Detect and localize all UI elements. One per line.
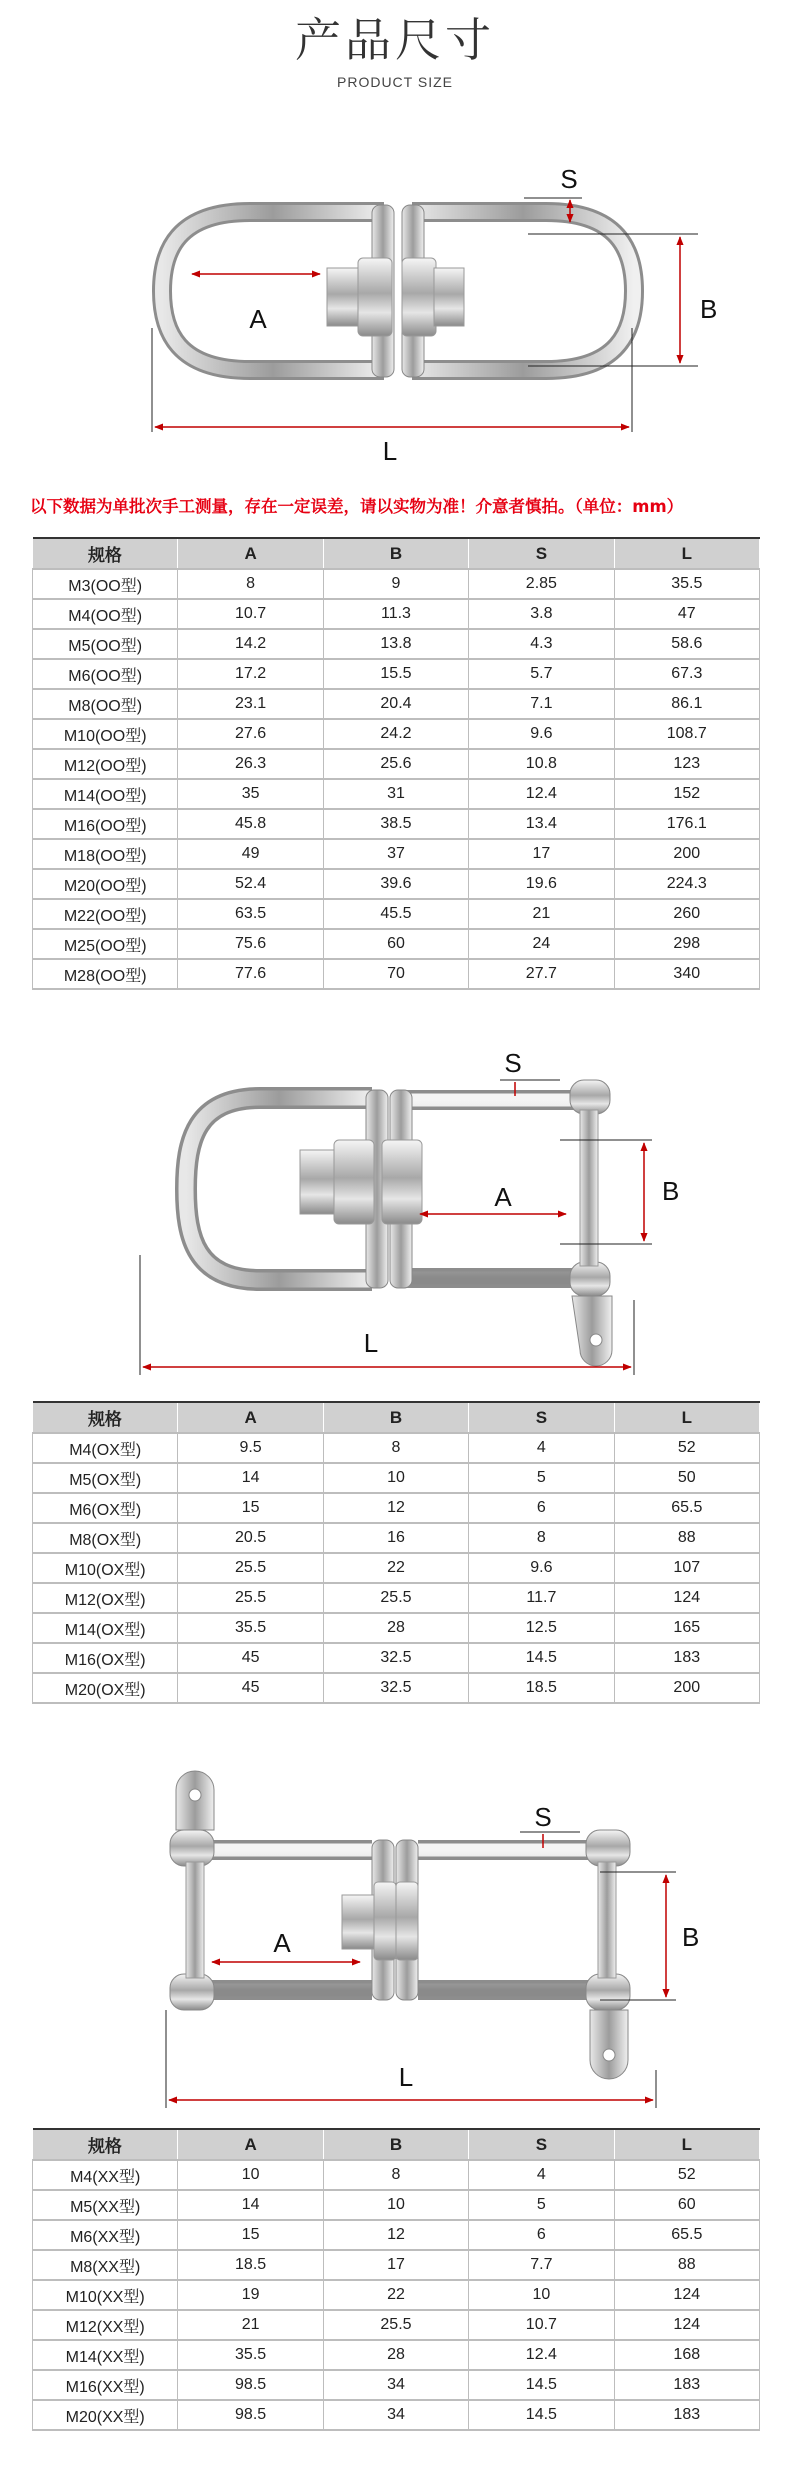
value-cell: 183 — [614, 2400, 759, 2430]
value-cell: 10.8 — [469, 749, 614, 779]
table-row — [33, 1433, 760, 1463]
spec-cell: M28(OO型) — [33, 959, 178, 989]
value-cell: 49 — [178, 839, 323, 869]
value-cell: 5 — [469, 1463, 614, 1493]
value-cell: 60 — [323, 929, 468, 959]
dim-label-s: S — [560, 164, 578, 194]
spec-cell: M16(OX型) — [33, 1643, 178, 1673]
spec-cell: M18(OO型) — [33, 839, 178, 869]
value-cell: 13.8 — [323, 629, 468, 659]
value-cell: 224.3 — [614, 869, 759, 899]
table-row — [33, 809, 760, 839]
value-cell: 37 — [323, 839, 468, 869]
table-row — [33, 2370, 760, 2400]
value-cell: 25.5 — [178, 1583, 323, 1613]
value-cell: 124 — [614, 2310, 759, 2340]
table-row — [33, 719, 760, 749]
table-row — [33, 2160, 760, 2190]
table-row — [33, 899, 760, 929]
value-cell: 9.6 — [469, 719, 614, 749]
spec-cell: M10(OX型) — [33, 1553, 178, 1583]
value-cell: 8 — [469, 1523, 614, 1553]
value-cell: 39.6 — [323, 869, 468, 899]
column-header: B — [323, 2129, 468, 2160]
value-cell: 28 — [323, 2340, 468, 2370]
column-header: S — [469, 2129, 614, 2160]
value-cell: 45.8 — [178, 809, 323, 839]
dim-label-a: A — [273, 1928, 291, 1958]
measurement-notice: 以下数据为单批次手工测量，存在一定误差，请以实物为准！介意者慎拍。（单位：mm） — [30, 497, 684, 516]
value-cell: 31 — [323, 779, 468, 809]
spec-cell: M16(XX型) — [33, 2370, 178, 2400]
value-cell: 24.2 — [323, 719, 468, 749]
table-row — [33, 2250, 760, 2280]
spec-cell: M5(XX型) — [33, 2190, 178, 2220]
table-row — [33, 2310, 760, 2340]
value-cell: 20.4 — [323, 689, 468, 719]
dim-label-b: B — [700, 294, 718, 324]
value-cell: 9.5 — [178, 1433, 323, 1463]
value-cell: 17 — [469, 839, 614, 869]
spec-cell: M10(OO型) — [33, 719, 178, 749]
value-cell: 5 — [469, 2190, 614, 2220]
value-cell: 12 — [323, 2220, 468, 2250]
table-row — [33, 2340, 760, 2370]
value-cell: 45 — [178, 1673, 323, 1703]
table-row — [33, 689, 760, 719]
value-cell: 35 — [178, 779, 323, 809]
value-cell: 52 — [614, 1433, 759, 1463]
value-cell: 45.5 — [323, 899, 468, 929]
value-cell: 27.7 — [469, 959, 614, 989]
value-cell: 200 — [614, 1673, 759, 1703]
table-row — [33, 569, 760, 599]
spec-cell: M20(OO型) — [33, 869, 178, 899]
column-header: B — [323, 1402, 468, 1433]
value-cell: 200 — [614, 839, 759, 869]
table-row — [33, 1553, 760, 1583]
value-cell: 10 — [178, 2160, 323, 2190]
value-cell: 9.6 — [469, 1553, 614, 1583]
dim-label-l: L — [398, 2062, 414, 2092]
oo-swivel-diagram — [0, 100, 790, 480]
value-cell: 23.1 — [178, 689, 323, 719]
value-cell: 5.7 — [469, 659, 614, 689]
spec-cell: M8(OX型) — [33, 1523, 178, 1553]
value-cell: 77.6 — [178, 959, 323, 989]
value-cell: 14.5 — [469, 1643, 614, 1673]
value-cell: 52.4 — [178, 869, 323, 899]
value-cell: 50 — [614, 1463, 759, 1493]
value-cell: 10 — [323, 1463, 468, 1493]
value-cell: 12 — [323, 1493, 468, 1523]
value-cell: 12.4 — [469, 2340, 614, 2370]
value-cell: 15.5 — [323, 659, 468, 689]
value-cell: 17.2 — [178, 659, 323, 689]
value-cell: 47 — [614, 599, 759, 629]
spec-cell: M12(XX型) — [33, 2310, 178, 2340]
dim-label-l: L — [363, 1328, 379, 1358]
page-title: 产品尺寸 — [295, 13, 495, 67]
dim-label-a: A — [494, 1182, 512, 1212]
spec-cell: M14(XX型) — [33, 2340, 178, 2370]
value-cell: 25.5 — [323, 1583, 468, 1613]
xx-swivel-diagram — [0, 1740, 790, 2120]
column-header: 规格 — [33, 538, 178, 569]
value-cell: 6 — [469, 2220, 614, 2250]
table-row — [33, 599, 760, 629]
value-cell: 4.3 — [469, 629, 614, 659]
value-cell: 24 — [469, 929, 614, 959]
spec-cell: M6(XX型) — [33, 2220, 178, 2250]
ox-size-table — [32, 1401, 760, 1704]
swivel-ring-shackle — [186, 1080, 612, 1366]
value-cell: 26.3 — [178, 749, 323, 779]
dim-label-a: A — [249, 304, 267, 334]
value-cell: 11.7 — [469, 1583, 614, 1613]
dim-label-s: S — [504, 1048, 522, 1078]
value-cell: 35.5 — [614, 569, 759, 599]
column-header: L — [614, 2129, 759, 2160]
value-cell: 2.85 — [469, 569, 614, 599]
value-cell: 12.4 — [469, 779, 614, 809]
table-row — [33, 869, 760, 899]
value-cell: 52 — [614, 2160, 759, 2190]
value-cell: 88 — [614, 2250, 759, 2280]
value-cell: 27.6 — [178, 719, 323, 749]
value-cell: 108.7 — [614, 719, 759, 749]
value-cell: 15 — [178, 2220, 323, 2250]
dim-label-b: B — [682, 1922, 700, 1952]
table-row — [33, 2400, 760, 2430]
value-cell: 12.5 — [469, 1613, 614, 1643]
value-cell: 152 — [614, 779, 759, 809]
value-cell: 4 — [469, 2160, 614, 2190]
value-cell: 70 — [323, 959, 468, 989]
value-cell: 65.5 — [614, 1493, 759, 1523]
value-cell: 45 — [178, 1643, 323, 1673]
spec-cell: M20(XX型) — [33, 2400, 178, 2430]
dim-label-l: L — [382, 436, 398, 466]
table-row — [33, 659, 760, 689]
value-cell: 86.1 — [614, 689, 759, 719]
xx-size-table — [32, 2128, 760, 2431]
column-header: B — [323, 538, 468, 569]
value-cell: 15 — [178, 1493, 323, 1523]
table-row — [33, 1463, 760, 1493]
table-header-row — [33, 2129, 760, 2160]
spec-cell: M16(OO型) — [33, 809, 178, 839]
value-cell: 124 — [614, 1583, 759, 1613]
value-cell: 7.7 — [469, 2250, 614, 2280]
value-cell: 98.5 — [178, 2370, 323, 2400]
value-cell: 14 — [178, 2190, 323, 2220]
value-cell: 11.3 — [323, 599, 468, 629]
value-cell: 124 — [614, 2280, 759, 2310]
value-cell: 10.7 — [469, 2310, 614, 2340]
column-header: 规格 — [33, 2129, 178, 2160]
value-cell: 25.6 — [323, 749, 468, 779]
table-row — [33, 1673, 760, 1703]
value-cell: 7.1 — [469, 689, 614, 719]
value-cell: 123 — [614, 749, 759, 779]
value-cell: 168 — [614, 2340, 759, 2370]
value-cell: 9 — [323, 569, 468, 599]
value-cell: 4 — [469, 1433, 614, 1463]
value-cell: 8 — [178, 569, 323, 599]
column-header: 规格 — [33, 1402, 178, 1433]
table-row — [33, 2220, 760, 2250]
value-cell: 183 — [614, 2370, 759, 2400]
spec-cell: M6(OX型) — [33, 1493, 178, 1523]
value-cell: 19 — [178, 2280, 323, 2310]
table-row — [33, 749, 760, 779]
value-cell: 8 — [323, 2160, 468, 2190]
spec-cell: M14(OO型) — [33, 779, 178, 809]
table-row — [33, 2280, 760, 2310]
spec-cell: M6(OO型) — [33, 659, 178, 689]
table-row — [33, 1523, 760, 1553]
value-cell: 8 — [323, 1433, 468, 1463]
value-cell: 10 — [323, 2190, 468, 2220]
spec-cell: M3(OO型) — [33, 569, 178, 599]
value-cell: 14.5 — [469, 2370, 614, 2400]
spec-cell: M20(OX型) — [33, 1673, 178, 1703]
column-header: S — [469, 1402, 614, 1433]
spec-cell: M5(OO型) — [33, 629, 178, 659]
value-cell: 13.4 — [469, 809, 614, 839]
value-cell: 21 — [178, 2310, 323, 2340]
value-cell: 6 — [469, 1493, 614, 1523]
spec-cell: M8(XX型) — [33, 2250, 178, 2280]
swivel-rings — [162, 205, 634, 377]
value-cell: 22 — [323, 1553, 468, 1583]
value-cell: 340 — [614, 959, 759, 989]
value-cell: 20.5 — [178, 1523, 323, 1553]
column-header: A — [178, 2129, 323, 2160]
spec-cell: M12(OO型) — [33, 749, 178, 779]
spec-cell: M8(OO型) — [33, 689, 178, 719]
column-header: L — [614, 538, 759, 569]
table-row — [33, 779, 760, 809]
spec-cell: M25(OO型) — [33, 929, 178, 959]
value-cell: 35.5 — [178, 2340, 323, 2370]
table-row — [33, 929, 760, 959]
value-cell: 10.7 — [178, 599, 323, 629]
table-row — [33, 1643, 760, 1673]
value-cell: 21 — [469, 899, 614, 929]
value-cell: 35.5 — [178, 1613, 323, 1643]
spec-cell: M14(OX型) — [33, 1613, 178, 1643]
table-row — [33, 839, 760, 869]
value-cell: 65.5 — [614, 2220, 759, 2250]
value-cell: 165 — [614, 1613, 759, 1643]
value-cell: 75.6 — [178, 929, 323, 959]
value-cell: 17 — [323, 2250, 468, 2280]
column-header: A — [178, 1402, 323, 1433]
ox-swivel-diagram — [0, 1010, 790, 1390]
value-cell: 14.5 — [469, 2400, 614, 2430]
value-cell: 60 — [614, 2190, 759, 2220]
value-cell: 22 — [323, 2280, 468, 2310]
table-row — [33, 629, 760, 659]
table-row — [33, 959, 760, 989]
spec-cell: M4(XX型) — [33, 2160, 178, 2190]
value-cell: 14 — [178, 1463, 323, 1493]
table-header-row — [33, 1402, 760, 1433]
swivel-shackles — [170, 1771, 630, 2079]
value-cell: 183 — [614, 1643, 759, 1673]
value-cell: 25.5 — [178, 1553, 323, 1583]
value-cell: 14.2 — [178, 629, 323, 659]
value-cell: 260 — [614, 899, 759, 929]
value-cell: 18.5 — [178, 2250, 323, 2280]
column-header: S — [469, 538, 614, 569]
column-header: A — [178, 538, 323, 569]
value-cell: 88 — [614, 1523, 759, 1553]
spec-cell: M4(OO型) — [33, 599, 178, 629]
value-cell: 63.5 — [178, 899, 323, 929]
column-header: L — [614, 1402, 759, 1433]
page-subtitle: PRODUCT SIZE — [337, 74, 453, 90]
spec-cell: M10(XX型) — [33, 2280, 178, 2310]
spec-cell: M4(OX型) — [33, 1433, 178, 1463]
value-cell: 10 — [469, 2280, 614, 2310]
value-cell: 298 — [614, 929, 759, 959]
value-cell: 34 — [323, 2400, 468, 2430]
value-cell: 176.1 — [614, 809, 759, 839]
value-cell: 28 — [323, 1613, 468, 1643]
value-cell: 67.3 — [614, 659, 759, 689]
value-cell: 25.5 — [323, 2310, 468, 2340]
table-header-row — [33, 538, 760, 569]
dim-label-b: B — [662, 1176, 680, 1206]
value-cell: 32.5 — [323, 1643, 468, 1673]
table-row — [33, 1493, 760, 1523]
value-cell: 3.8 — [469, 599, 614, 629]
spec-cell: M12(OX型) — [33, 1583, 178, 1613]
value-cell: 16 — [323, 1523, 468, 1553]
value-cell: 58.6 — [614, 629, 759, 659]
value-cell: 38.5 — [323, 809, 468, 839]
value-cell: 107 — [614, 1553, 759, 1583]
value-cell: 98.5 — [178, 2400, 323, 2430]
spec-cell: M22(OO型) — [33, 899, 178, 929]
value-cell: 19.6 — [469, 869, 614, 899]
table-row — [33, 1613, 760, 1643]
spec-cell: M5(OX型) — [33, 1463, 178, 1493]
value-cell: 18.5 — [469, 1673, 614, 1703]
oo-size-table — [32, 537, 760, 990]
value-cell: 32.5 — [323, 1673, 468, 1703]
dim-label-s: S — [534, 1802, 552, 1832]
table-row — [33, 2190, 760, 2220]
table-row — [33, 1583, 760, 1613]
value-cell: 34 — [323, 2370, 468, 2400]
